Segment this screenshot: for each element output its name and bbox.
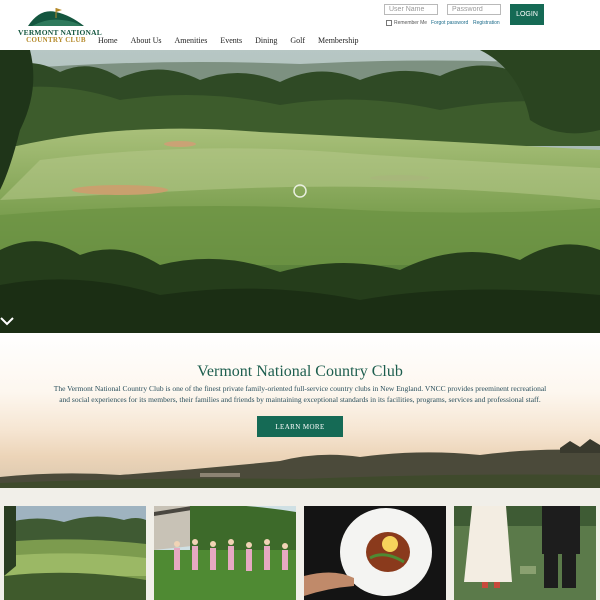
hero-golf-course-image [0,50,600,333]
logo-emblem-icon [28,6,84,28]
login-button[interactable]: LOGIN [510,4,544,25]
golf-course-photo [4,506,146,600]
sunset-landscape-background [0,333,600,488]
nav-item-events[interactable]: Events [220,36,243,45]
forgot-password-link[interactable]: Forgot password [431,20,469,26]
feature-tiles [0,488,600,600]
nav-item-amenities[interactable]: Amenities [174,36,208,45]
intro-section [0,333,600,488]
logo-name-line1: VERMONT NATIONAL [18,28,102,37]
main-nav [98,36,371,45]
site-header [0,0,600,50]
logo-name-line2: COUNTRY CLUB [26,36,86,44]
nav-item-golf[interactable]: Golf [290,36,306,45]
login-form [384,4,594,34]
nav-item-about-us[interactable]: About Us [130,36,162,45]
nav-item-home[interactable]: Home [98,36,118,45]
chevron-down-icon[interactable] [0,316,14,326]
tile-weddings[interactable] [454,506,596,600]
nav-item-membership[interactable]: Membership [318,36,359,45]
nav-item-dining[interactable]: Dining [255,36,278,45]
children-dancing-photo [154,506,296,600]
registration-link[interactable]: Registration [473,20,500,26]
tile-golf[interactable] [4,506,146,600]
learn-more-button[interactable]: LEARN MORE [257,416,343,437]
remember-me [386,20,427,26]
password-input[interactable] [447,4,501,15]
remember-me-label: Remember Me [394,20,428,26]
tile-family[interactable] [154,506,296,600]
tile-dining[interactable] [304,506,446,600]
username-input[interactable] [384,4,438,15]
remember-me-checkbox[interactable] [386,20,392,26]
club-logo[interactable] [18,6,102,44]
intro-title: Vermont National Country Club [197,363,403,380]
wedding-photo [454,506,596,600]
intro-description: The Vermont National Country Club is one of the finest private family-oriented full-service country clubs in New England. VNCC provides preeminent recreational and social experiences for its members, their families and friends by maintaining exceptional standards in its facilities, programs, services and professional staff. [53,384,547,404]
dining-plate-photo [304,506,446,600]
